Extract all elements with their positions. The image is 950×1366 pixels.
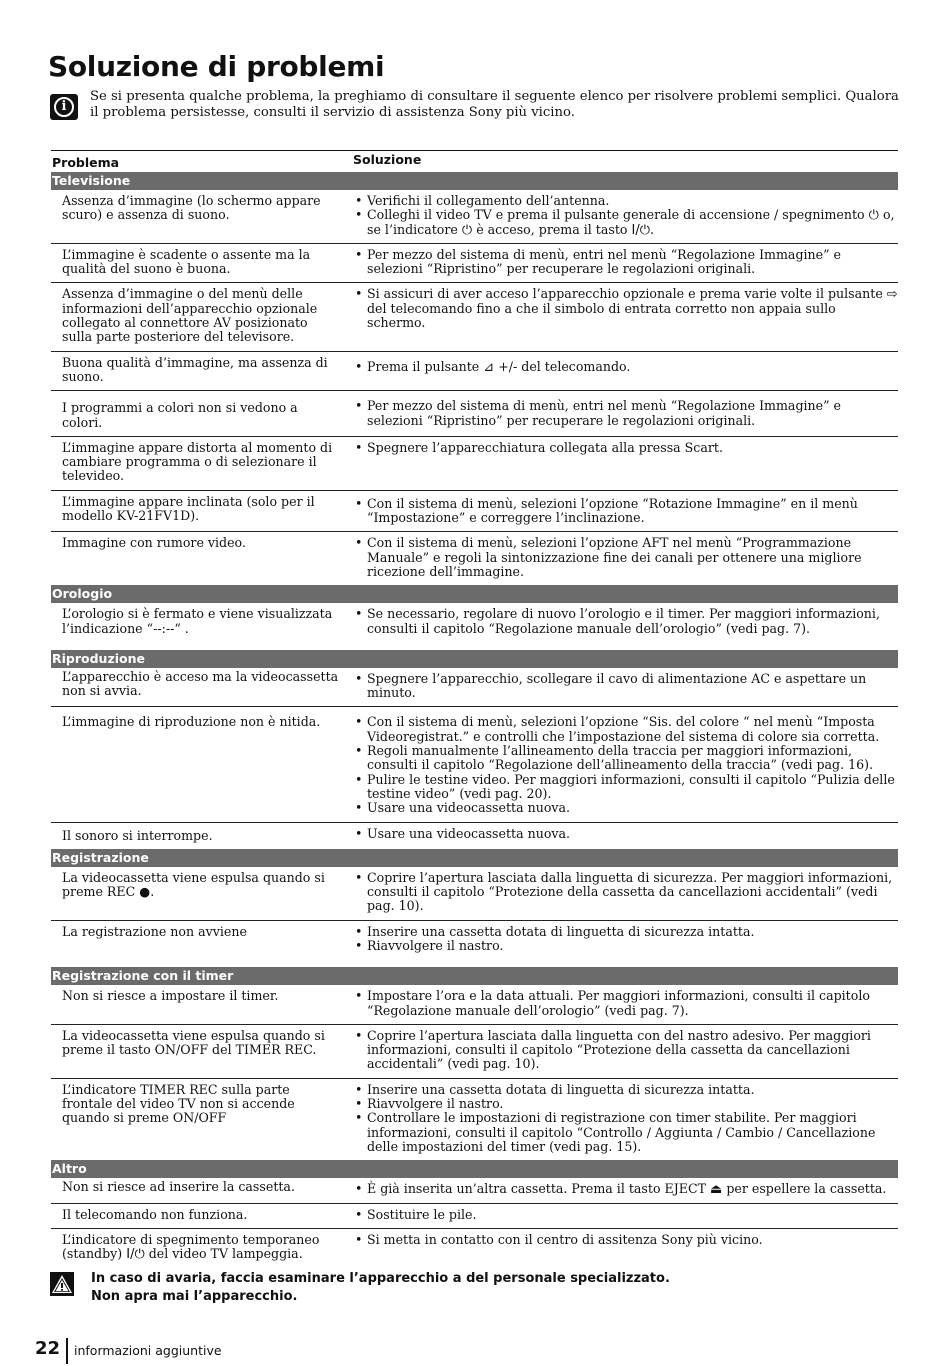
problem-cell: L’immagine appare inclinata (solo per il modello KV-21FV1D). [62,493,315,524]
solution-cell [351,391,898,436]
problem-cell: Assenza d’immagine (lo schermo appare scuro) e assenza di suono. [62,193,321,223]
solution-cell [351,190,898,243]
problem-cell: La registrazione non avviene [62,923,247,939]
solution-item: • Usare una videocassetta nuova. [353,827,898,841]
problem-cell: L’indicatore di spegnimento temporaneo (standby) I/⏻ del video TV lampeggia. [62,1231,320,1263]
table-row [51,244,898,284]
header-problem: Problema [52,155,120,170]
solution-item: • Con il sistema di menù, selezioni l’opzione AFT nel menù “Programmazione Manuale” e regoli la sintonizzazione fine dei canali per ottenere una migliore ricezione dell’immagine. [353,536,898,579]
warning-triangle-icon [50,1272,74,1296]
section-title-timer: Registrazione con il timer [51,967,898,985]
solution-cell [351,437,898,490]
problem-cell: I programmi a colori non si vedono a colori. [62,400,298,430]
header-solution: Soluzione [353,152,422,167]
solution-cell [351,707,898,821]
intro-text: Se si presenta qualche problema, la preghiamo di consultare il seguente elenco per risolvere problemi semplici. Qualora il problema persistesse, consulti il servizio di assistenza Sony più vicino. [90,89,899,120]
solution-item: • Sostituire le pile. [353,1208,898,1222]
table-row [51,391,898,437]
solution-item: • Impostare l’ora e la data attuali. Per maggiori informazioni, consulti il capitolo “Regolazione manuale dell’orologio” (vedi pag. 7). [353,989,898,1018]
problem-cell: Buona qualità d’immagine, ma assenza di suono. [62,354,328,384]
table-row [51,1079,898,1160]
table-row [51,1178,898,1203]
solution-cell [351,985,898,1024]
troubleshooting-table [51,150,898,1267]
solution-item: • Con il sistema di menù, selezioni l’opzione “Rotazione Immagine” en il menù “Impostazione” e correggere l’inclinazione. [353,497,898,526]
solution-cell [351,668,898,707]
problem-cell: La videocassetta viene espulsa quando si preme il tasto ON/OFF del TIMER REC. [62,1027,325,1058]
solution-item: • Coprire l’apertura lasciata dalla linguetta di sicurezza. Per maggiori informazioni, consulti il capitolo “Protezione della cassetta da cancellazioni accidentali” (vedi pag. 10). [353,871,898,914]
volume-icon: ⊿ [483,359,495,375]
solution-item: • Per mezzo del sistema di menù, entri nel menù “Regolazione Immagine” e selezioni “Ripristino” per recuperare le regolazioni originali. [353,248,898,277]
table-row [51,985,898,1025]
table-row [51,823,898,849]
problem-cell: Immagine con rumore video. [62,535,246,551]
standby-icon: I/⏻ [126,1247,145,1263]
solution-item: • Colleghi il video TV e prema il pulsante generale di accensione / spegnimento ⏻ o, se l’indicatore ⏻ è acceso, prema il tasto I/⏻. [353,208,898,237]
solution-cell [351,283,898,350]
problem-cell: Il sonoro si interrompe. [62,827,213,843]
table-row [51,1204,898,1229]
problem-cell: Non si riesce ad inserire la cassetta. [62,1179,295,1195]
solution-item: • Riavvolgere il nastro. [353,1097,898,1111]
main-power-icon: ⏻ [868,208,879,224]
solution-item: • Riavvolgere il nastro. [353,939,898,953]
problem-cell: L’indicatore TIMER REC sulla parte frontale del video TV non si accende quando si preme ON/OFF [62,1081,295,1126]
table-row [51,921,898,960]
solution-cell [351,921,898,960]
solution-item: • Controllare le impostazioni di registrazione con timer stabilite. Per maggiori informazioni, consulti il capitolo “Controllo / Aggiunta / Cambio / Cancellazione delle impostazioni del timer (vedi pag. 15). [353,1111,898,1154]
solution-cell [351,1204,898,1228]
section-title-orologio: Orologio [51,585,898,603]
problem-cell: Assenza d’immagine o del menù delle informazioni dell’apparecchio opzionale collegato al connettore AV posizionato sulla parte posteriore del televisore. [62,286,318,345]
footer-divider [66,1338,68,1364]
solution-cell [351,867,898,920]
solution-cell [351,1178,898,1202]
table-row [51,532,898,585]
info-icon: i [50,94,78,120]
solution-item: • Inserire una cassetta dotata di linguetta di sicurezza intatta. [353,925,898,939]
table-header [51,150,898,172]
standby-indicator-icon: ⏻ [461,222,473,238]
warning-line-2: Non apra mai l’apparecchio. [91,1289,298,1304]
solution-item: • Spegnere l’apparecchiatura collegata alla pressa Scart. [353,441,898,455]
problem-cell: L’immagine di riproduzione non è nitida. [62,714,321,730]
eject-icon: ⏏ [710,1182,723,1198]
solution-item: • Regoli manualmente l’allineamento della traccia per maggiori informazioni, consulti il capitolo “Regolazione dell’allineamento della traccia” (vedi pag. 16). [353,744,898,773]
solution-item: • Si metta in contatto con il centro di assitenza Sony più vicino. [353,1233,898,1247]
solution-cell [351,491,898,532]
section-title-registrazione: Registrazione [51,849,898,867]
solution-item: • Si assicuri di aver acceso l’apparecchio opzionale e prema varie volte il pulsante ⇨ del telecomando fino a che il simbolo di entrata corretto non appaia sullo schermo. [353,287,898,330]
solution-item: • Spegnere l’apparecchio, scollegare il cavo di alimentazione AC e aspettare un minuto. [353,672,898,701]
problem-cell: La videocassetta viene espulsa quando si preme REC ●. [62,869,325,900]
solution-item: • Verifichi il collegamento dell’antenna. [353,194,898,208]
problem-cell: L’immagine è scadente o assente ma la qualità del suono è buona. [62,246,311,277]
footer-section: informazioni aggiuntive [74,1343,222,1358]
problem-cell: L’immagine appare distorta al momento di cambiare programma o di selezionare il televideo. [62,439,333,484]
solution-item: • Inserire una cassetta dotata di linguetta di sicurezza intatta. [353,1083,898,1097]
solution-item: • Con il sistema di menù, selezioni l’opzione “Sis. del colore “ nel menù “Imposta Videoregistrat.” e controlli che l’impostazione del sistema di colore sia corretta. [353,715,898,744]
table-row [51,283,898,351]
solution-item: • Se necessario, regolare di nuovo l’orologio e il timer. Per maggiori informazioni, consulti il capitolo “Regolazione manuale dell’orologio” (vedi pag. 7). [353,607,898,636]
table-row [51,190,898,244]
solution-cell [351,823,898,849]
page-number: 22 [35,1338,61,1359]
table-row [51,867,898,921]
warning-text [91,1270,670,1306]
solution-item: • Usare una videocassetta nuova. [353,801,898,815]
table-row [51,491,898,533]
warning-line-1: In caso di avaria, faccia esaminare l’apparecchio a del personale specializzato. [91,1271,670,1286]
solution-cell [351,1079,898,1160]
problem-cell: L’orologio si è fermato e viene visualizzata l’indicazione “--:--“ . [62,606,333,636]
section-title-altro: Altro [51,1160,898,1178]
problem-cell: Non si riesce a impostare il timer. [62,988,279,1004]
table-row [51,1229,898,1268]
solution-cell [351,532,898,585]
solution-item: • Per mezzo del sistema di menù, entri nel menù “Regolazione Immagine” e selezioni “Ripristino” per recuperare le regolazioni originali. [353,399,898,428]
table-row [51,668,898,708]
standby-button-icon: I/⏻ [631,222,651,238]
table-row [51,352,898,392]
section-title-riproduzione: Riproduzione [51,650,898,668]
solution-item: • Coprire l’apertura lasciata dalla linguetta con del nastro adesivo. Per maggiori informazioni, consulti il capitolo “Protezione della cassetta da cancellazioni accidentali” (vedi pag. 10). [353,1029,898,1072]
solution-cell [351,1025,898,1078]
problem-cell: Il telecomando non funziona. [62,1206,248,1222]
table-row [51,437,898,491]
table-row [51,1025,898,1079]
solution-cell [351,352,898,391]
solution-item: • È già inserita un’altra cassetta. Prema il tasto EJECT ⏏ per espellere la cassetta. [353,1182,898,1196]
solution-item: • Pulire le testine video. Per maggiori informazioni, consulti il capitolo “Pulizia delle testine video” (vedi pag. 20). [353,773,898,802]
solution-cell [351,244,898,283]
section-title-televisione: Televisione [51,172,898,190]
problem-cell: L’apparecchio è acceso ma la videocassetta non si avvia. [62,668,339,699]
table-row [51,707,898,822]
solution-cell [351,603,898,642]
input-select-icon: ⇨ [886,287,898,303]
table-row [51,603,898,642]
solution-cell [351,1229,898,1268]
page-title: Soluzione di problemi [48,50,385,83]
solution-item: • Prema il pulsante ⊿ +/- del telecomando. [353,360,898,374]
